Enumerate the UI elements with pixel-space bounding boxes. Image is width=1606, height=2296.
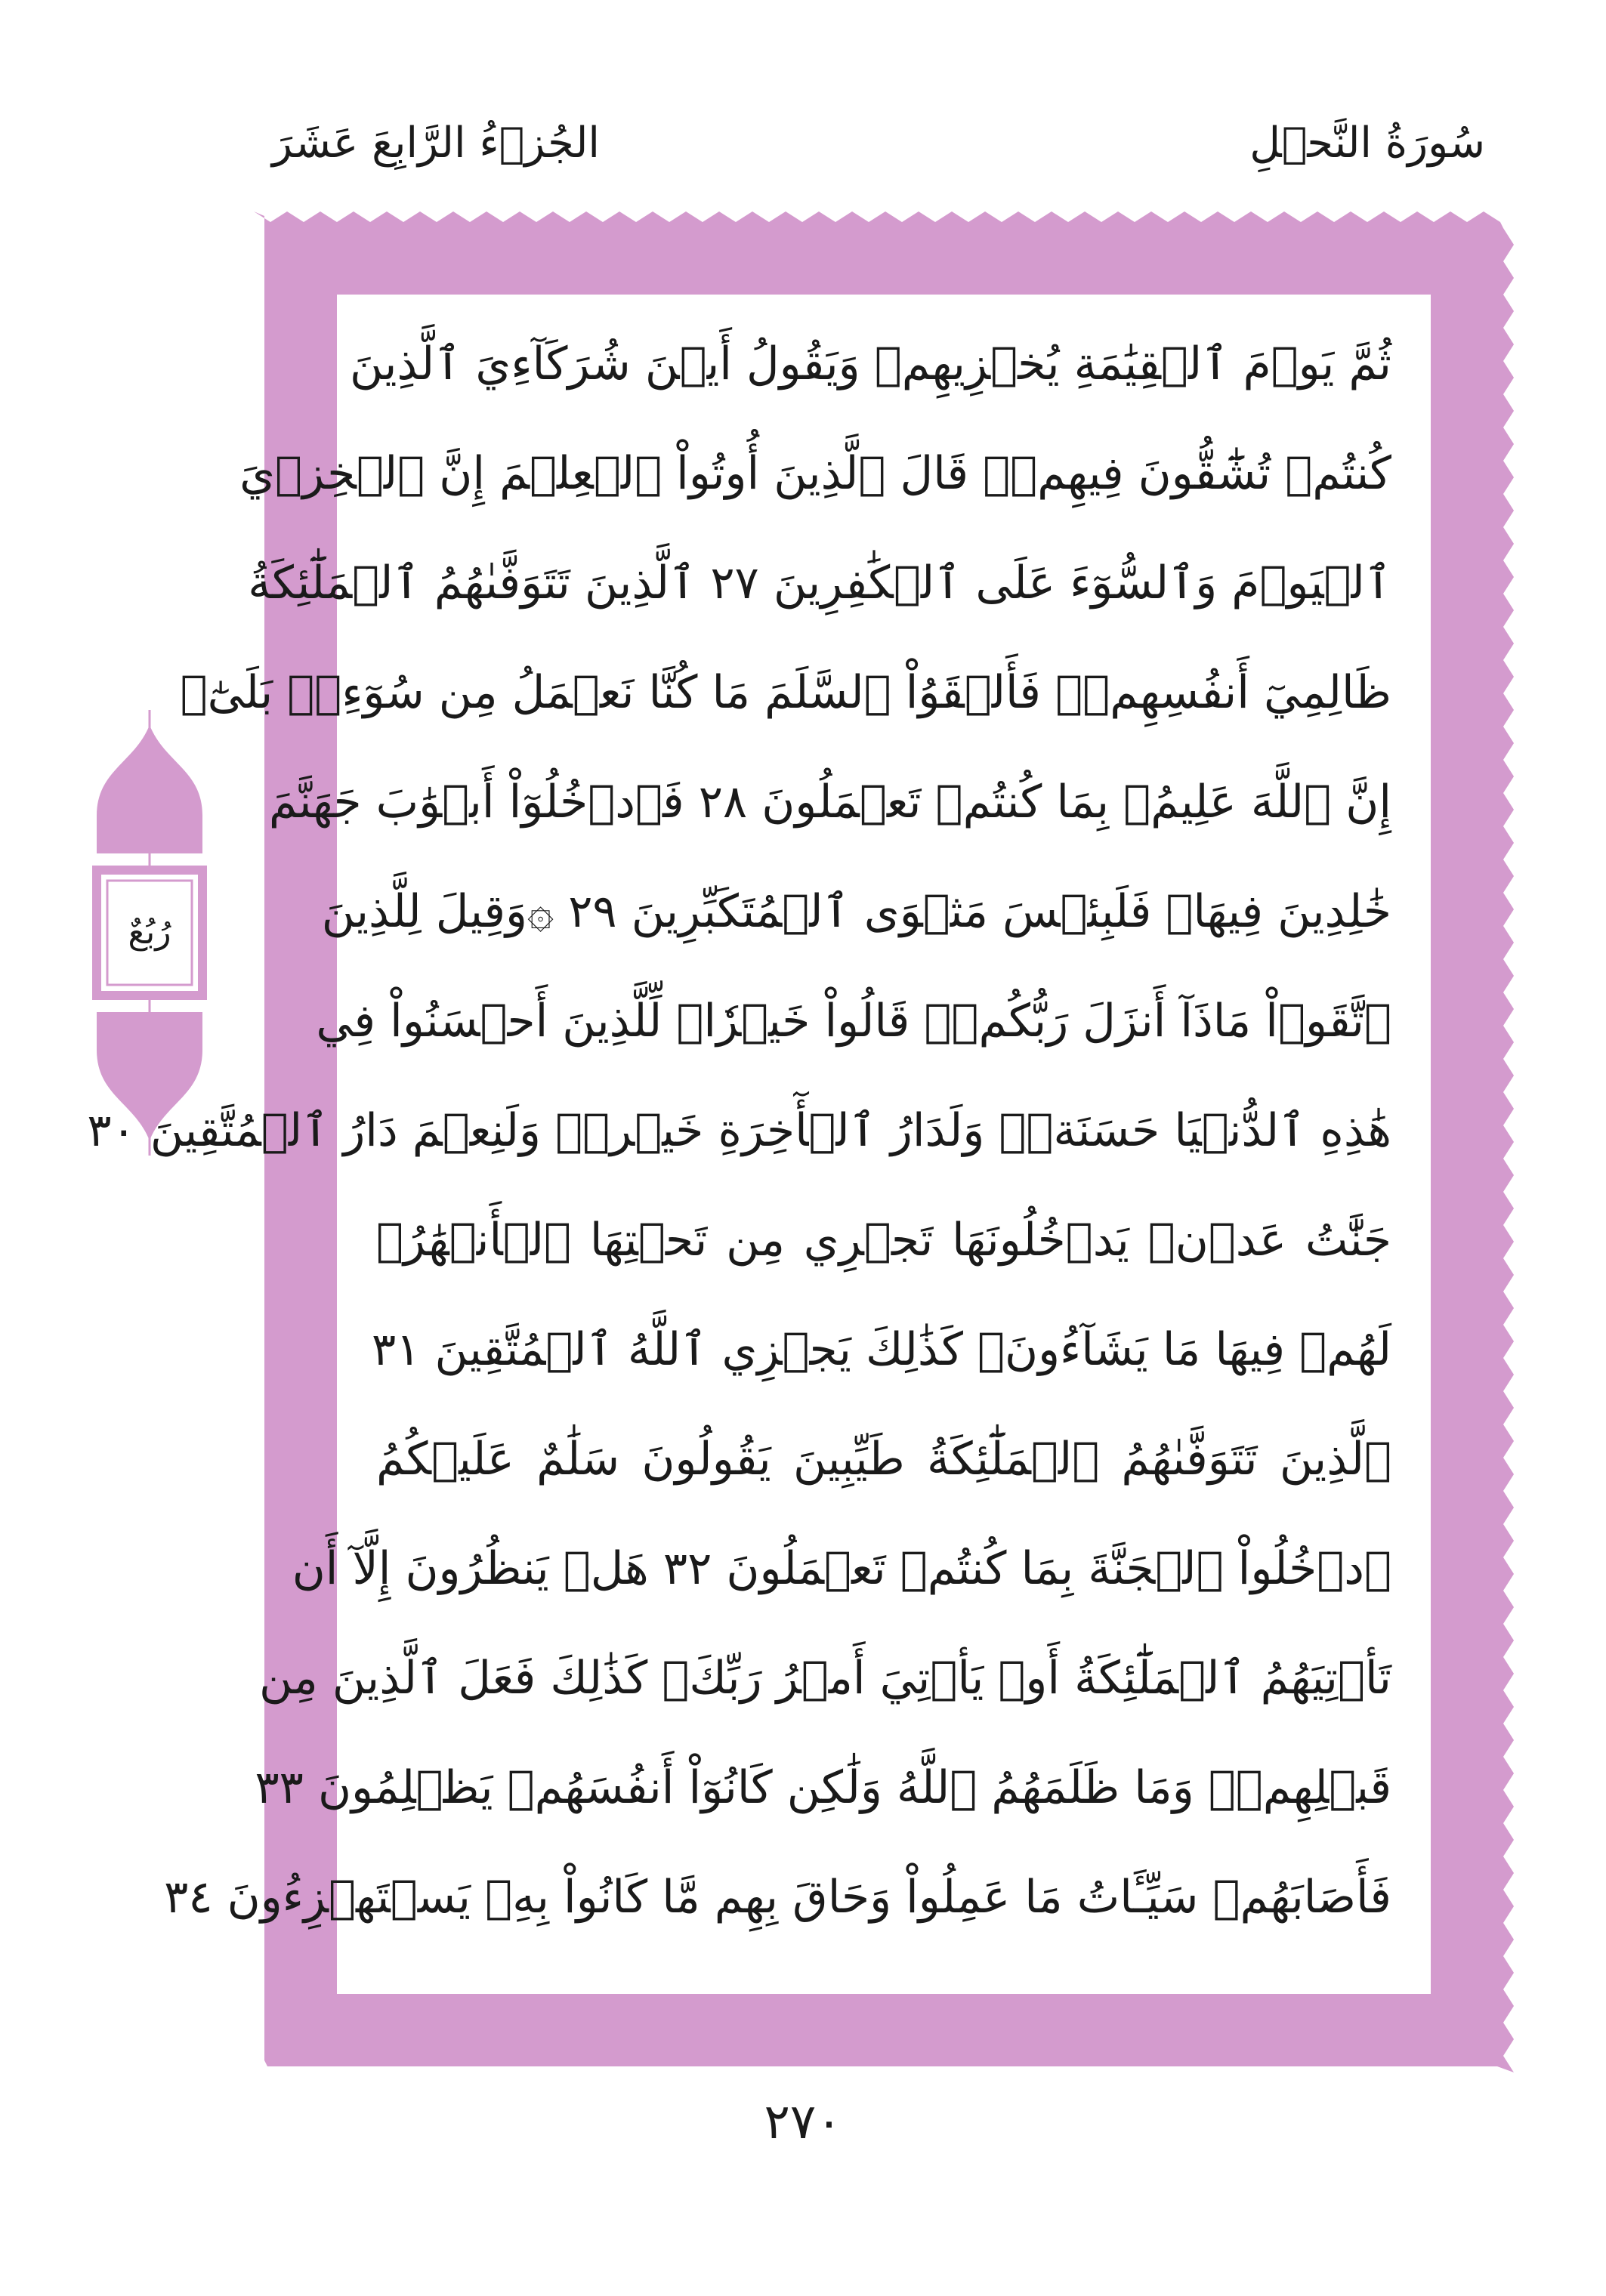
verse-line: تَأۡتِيَهُمُ ٱلۡمَلَٰٓئِكَةُ أَوۡ يَأۡتِيَ أَمۡرُ رَبِّكَۚ كَذَٰلِكَ فَعَلَ ٱلَّذِينَ مِن (258, 1652, 1391, 1705)
verse-line: إِنَّ ٱللَّهَ عَلِيمُۢ بِمَا كُنتُمۡ تَعۡمَلُونَ ٢٨ فَٱدۡخُلُوٓاْ أَبۡوَٰبَ جَهَنَّمَ (268, 776, 1391, 829)
verse-line: جَنَّٰتُ عَدۡنٖ يَدۡخُلُونَهَا تَجۡرِي مِن تَحۡتِهَا ٱلۡأَنۡهَٰرُۖ (376, 1214, 1391, 1267)
verse-line: ٱتَّقَوۡاْ مَاذَآ أَنزَلَ رَبُّكُمۡۚ قَالُواْ خَيۡرٗاۗ لِّلَّذِينَ أَحۡسَنُواْ فِي (316, 995, 1391, 1048)
verse-line: ٱلۡيَوۡمَ وَٱلسُّوٓءَ عَلَى ٱلۡكَٰفِرِينَ ٢٧ ٱلَّذِينَ تَتَوَفَّىٰهُمُ ٱلۡمَلَٰٓئِكَةُ (248, 557, 1391, 609)
page-number: ٢٧٠ (764, 2094, 842, 2150)
verse-line: فَأَصَابَهُمۡ سَيِّـَٔاتُ مَا عَمِلُواْ وَحَاقَ بِهِم مَّا كَانُواْ بِهِۦ يَسۡتَهۡزِءُونَ ٣٤ (164, 1871, 1391, 1924)
verse-line: ٱدۡخُلُواْ ٱلۡجَنَّةَ بِمَا كُنتُمۡ تَعۡمَلُونَ ٣٢ هَلۡ يَنظُرُونَ إِلَّآ أَن (292, 1542, 1391, 1595)
rub-ornament (89, 710, 210, 1156)
verse-line: ٱلَّذِينَ تَتَوَفَّىٰهُمُ ٱلۡمَلَٰٓئِكَةُ طَيِّبِينَ يَقُولُونَ سَلَٰمٌ عَلَيۡكُمُ (376, 1433, 1391, 1486)
verse-line: هَٰذِهِ ٱلدُّنۡيَا حَسَنَةٞۚ وَلَدَارُ ٱلۡأٓخِرَةِ خَيۡرٞۚ وَلَنِعۡمَ دَارُ ٱلۡمُتَّقِينَ ٣٠ (87, 1104, 1391, 1157)
verse-line: خَٰلِدِينَ فِيهَاۖ فَلَبِئۡسَ مَثۡوَى ٱلۡمُتَكَبِّرِينَ ٢٩ ۞وَقِيلَ لِلَّذِينَ (321, 885, 1391, 938)
surah-name: سُورَةُ النَّحۡلِ (1249, 119, 1485, 168)
rub-label: رُبُعٌ (128, 913, 171, 952)
verse-line: ظَالِمِيٓ أَنفُسِهِمۡۖ فَأَلۡقَوُاْ ٱلسَّلَمَ مَا كُنَّا نَعۡمَلُ مِن سُوٓءِۭۚ بَلَىٰٓۚ (180, 666, 1391, 719)
verse-line: كُنتُمۡ تُشَٰٓقُّونَ فِيهِمۡۚ قَالَ ٱلَّذِينَ أُوتُواْ ٱلۡعِلۡمَ إِنَّ ٱلۡخِزۡيَ (239, 447, 1391, 500)
verse-line: ثُمَّ يَوۡمَ ٱلۡقِيَٰمَةِ يُخۡزِيهِمۡ وَيَقُولُ أَيۡنَ شُرَكَآءِيَ ٱلَّذِينَ (350, 338, 1391, 390)
juz-name: الجُزۡءُ الرَّابِعَ عَشَرَ (272, 119, 600, 168)
verse-line: قَبۡلِهِمۡۚ وَمَا ظَلَمَهُمُ ٱللَّهُ وَلَٰكِن كَانُوٓاْ أَنفُسَهُمۡ يَظۡلِمُونَ ٣٣ (255, 1761, 1391, 1814)
verse-line: لَهُمۡ فِيهَا مَا يَشَآءُونَۚ كَذَٰلِكَ يَجۡزِي ٱللَّهُ ٱلۡمُتَّقِينَ ٣١ (371, 1323, 1391, 1376)
